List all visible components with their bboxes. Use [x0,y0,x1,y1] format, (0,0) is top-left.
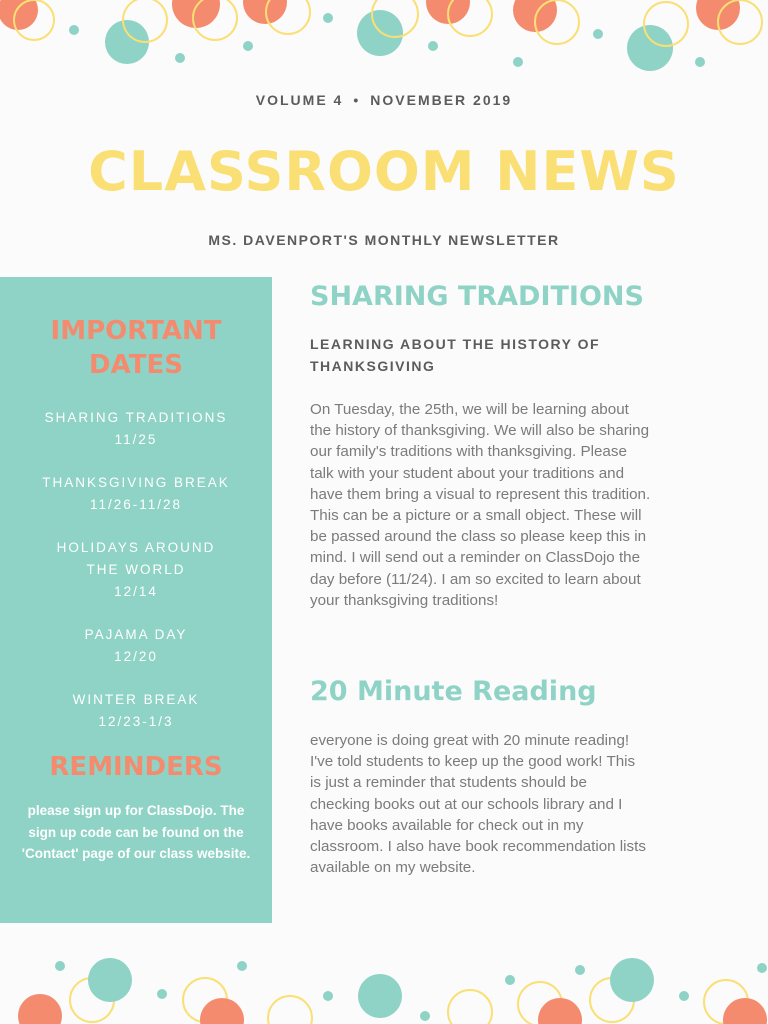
date-event: WINTER BREAK [72,692,200,707]
issue-info [0,92,768,108]
volume-label: VOLUME 4 [255,92,344,108]
date-item [0,624,272,668]
newsletter-title: CLASSROOM NEWS [88,140,680,203]
important-dates-heading-line1: IMPORTANT [50,316,222,346]
section-kicker: LEARNING ABOUT THE HISTORY OF THANKSGIVING [310,336,601,374]
section-reading-heading [310,675,655,709]
section-heading: 20 Minute Reading [310,676,597,707]
section-sharing-traditions-heading [310,280,655,314]
date-item [0,537,272,603]
date-event: SHARING TRADITIONS [44,410,228,425]
newsletter-subtitle: MS. DAVENPORT'S MONTHLY NEWSLETTER [208,232,560,248]
date-event-cont: THE WORLD [86,562,186,577]
date-item [0,472,272,516]
date-value: 11/26-11/28 [89,497,183,512]
reading-body: everyone is doing great with 20 minute reading! I've told students to keep up the good work! This is just a reminder that students should be checking books out at our schools library and I have books available for check out in my classroom. I also have book recommendation lists available on my website. [310,732,646,877]
sharing-traditions-body: On Tuesday, the 25th, we will be learning about the history of thanksgiving. We will also be sharing our family's traditions with thanksgiving. Please talk with your student about your traditions and have them bring a visual to represent this tradition. This can be a picture or a small object. These will be passed around the class so please keep this in mind. I will send out a reminder on ClassDojo the day before (11/24). I am so excited to learn about your thanksgiving traditions! [310,401,651,609]
date-item [0,689,272,733]
important-dates-heading-line2: DATES [89,350,183,380]
important-dates-heading [0,314,272,382]
issue-date: NOVEMBER 2019 [370,92,513,108]
important-dates-list [0,407,272,754]
date-item [0,407,272,451]
separator-dot: • [353,92,361,108]
reminders-text: please sign up for ClassDojo. The sign up code can be found on the 'Contact' page of our class website. [21,803,251,861]
date-value: 12/20 [114,649,158,664]
decorative-dots-bottom [0,950,768,1024]
date-event: THANKSGIVING BREAK [42,475,230,490]
section-heading: SHARING TRADITIONS [310,281,644,312]
decorative-dots-top [0,0,768,80]
date-event: PAJAMA DAY [84,627,188,642]
date-event: HOLIDAYS AROUND [56,540,216,555]
date-value: 12/14 [114,584,158,599]
date-value: 11/25 [114,432,158,447]
reminders-heading: REMINDERS [49,752,223,782]
date-value: 12/23-1/3 [98,714,174,729]
